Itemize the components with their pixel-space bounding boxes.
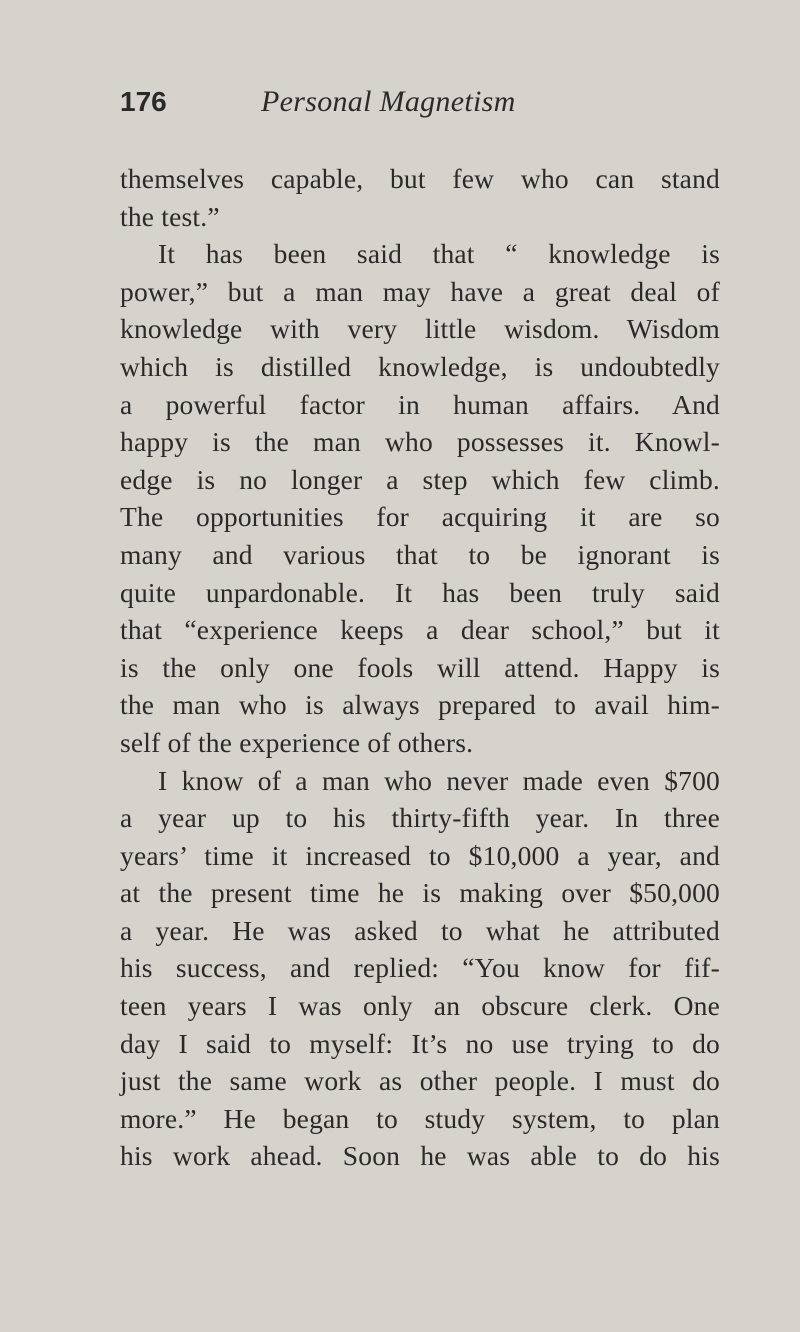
text-line: themselves capable, but few who can stand [120, 163, 720, 194]
text-line: edge is no longer a step which few climb. [120, 463, 720, 495]
text-line: day I said to myself: It’s no use trying to do [120, 1027, 720, 1059]
text-line: power,” but a man may have a great deal of [120, 275, 720, 307]
text-line: just the same work as other people. I must do [120, 1065, 720, 1097]
text-line: a year. He was asked to what he attributed [120, 914, 720, 946]
text-line: self of the experience of others. [120, 726, 474, 758]
text-line: his success, and replied: “You know for fif- [120, 952, 720, 984]
running-head [120, 80, 600, 124]
text-line: knowledge with very little wisdom. Wisdom [120, 313, 720, 345]
text-line: teen years I was only an obscure clerk. One [120, 990, 720, 1022]
text-line: a powerful factor in human affairs. And [120, 388, 720, 420]
text-line: that “experience keeps a dear school,” but it [120, 614, 720, 646]
text-line: his work ahead. Soon he was able to do his [120, 1140, 720, 1172]
text-line: is the only one fools will attend. Happy is [120, 651, 720, 683]
text-line: The opportunities for acquiring it are so [120, 501, 720, 533]
text-line: the test.” [120, 200, 220, 232]
page-number: 176 [120, 86, 167, 117]
text-line: more.” He began to study system, to plan [120, 1102, 720, 1134]
body-text [120, 160, 720, 1175]
text-line: at the present time he is making over $50,000 [120, 877, 720, 909]
text-line: which is distilled knowledge, is undoubtedly [120, 350, 720, 382]
text-line: It has been said that “ knowledge is [158, 238, 720, 270]
text-line: happy is the man who possesses it. Knowl- [120, 426, 720, 458]
text-line: years’ time it increased to $10,000 a year, and [120, 839, 720, 871]
text-line: a year up to his thirty-fifth year. In three [120, 802, 720, 834]
text-line: I know of a man who never made even $700 [158, 764, 720, 796]
book-title: Personal Magnetism [261, 85, 516, 118]
text-line: the man who is always prepared to avail him- [120, 689, 720, 721]
text-line: many and various that to be ignorant is [120, 538, 720, 570]
text-line: quite unpardonable. It has been truly said [120, 576, 720, 608]
